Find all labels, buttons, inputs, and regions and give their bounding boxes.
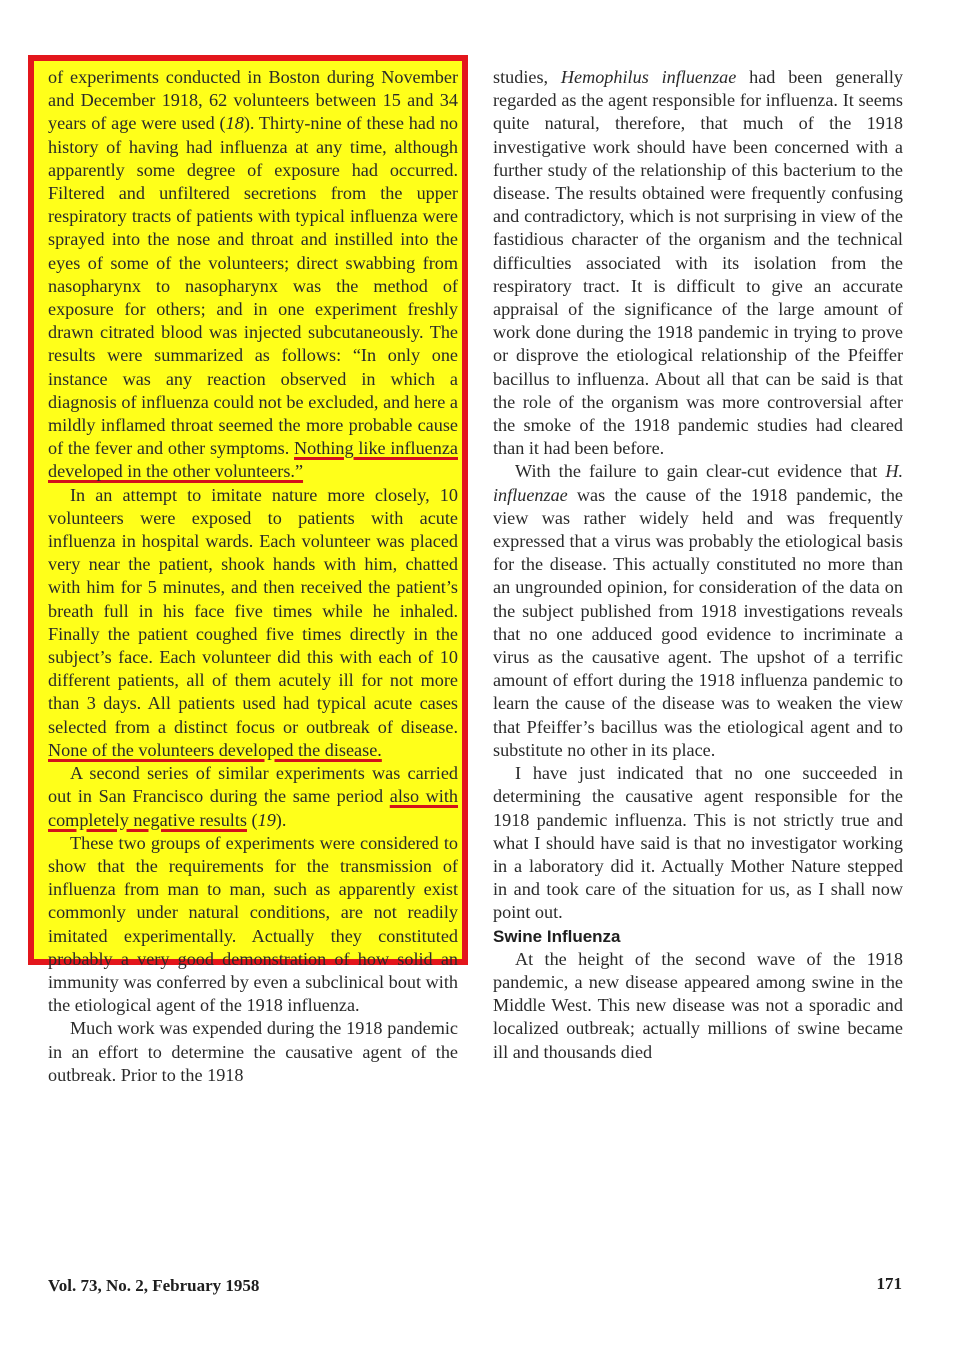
paragraph: At the height of the second wave of the 1918 pandemic, a new disease appeared among swine in the Middle West. This new disease was not a sporadic and localized outbreak; actually millions of swine became ill and thousands died: [493, 948, 903, 1062]
italic-term: Hemophilus influenzae: [560, 67, 737, 87]
page-number: 171: [876, 1274, 902, 1293]
underlined-text: also with completely negative results: [48, 786, 458, 830]
reference-number: 19: [257, 809, 276, 830]
underlined-text: None of the volunteers developed the disease.: [48, 739, 382, 760]
paragraph: I have just indicated that no one succeeded in determining the causative agent responsible for the 1918 pandemic influenza. This is not strictly true and what I should have said is that no investigator working in a laboratory did it. Actually Mother Nature stepped in and took care of the situation for us, as I shall now point out.: [493, 763, 903, 923]
journal-footer: Vol. 73, No. 2, February 1958: [48, 1276, 260, 1295]
underlined-text: Nothing like influenza developed in the other volunteers.”: [48, 438, 458, 482]
italic-term: H. influenzae: [493, 461, 903, 505]
paragraph: studies, Hemophilus influenzae had been generally regarded as the agent responsible for influenza. It seems quite natural, therefore, that much of the 1918 investigative work should have been concerned with a further study of the relationship of this bacterium to the disease. The results obtained were frequently confusing and contradictory, which is not surprising in view of the fastidious character of the organism and the technical difficulties associated with its isolation from the respiratory tract. It is difficult to give an accurate appraisal of the significance of the large amount of work done during the 1918 pandemic in trying to prove or disprove the etiological relationship of the Pfeiffer bacillus to influenza. About all that can be said is that the role of the organism was more controversial after the smoke of the 1918 pandemic studies had cleared than it had been before.: [493, 67, 903, 459]
paragraph: of experiments conducted in Boston during November and December 1918, 62 volunteers between 15 and 34 years of age were used (18). Thirty-nine of these had no history of having had influenza at any time, although apparently some degree of exposure had occurred. Filtered and unfiltered secretions from the upper respiratory tracts of patients with typical influenza were sprayed into the nose and throat and instilled into the eyes of some of the volunteers; direct swabbing from nasopharynx to nasopharynx was the method of exposure for others; and in one experiment freshly drawn citrated blood was injected subcutaneously. The results were summarized as follows: “In only one instance was any reaction observed in which a diagnosis of influenza could not be excluded, and here a mildly inflamed throat seemed the more probable cause of the fever and other symptoms. Nothing like influenza developed in the other volunteers.”: [48, 67, 459, 482]
paragraph: In an attempt to imitate nature more closely, 10 volunteers were exposed to patients with acute influenza in hospital wards. Each volunteer was placed very near the patient, shook hands with him, chatted with him for 5 minutes, and then received the patient’s breath full in his face five times while he inhaled. Finally the patient coughed five times directly in the subject’s face. Each volunteer did this with each of 10 different patients, all of them acutely ill for not more than 3 days. All patients used had typical acute cases selected from a distinct focus or outbreak of disease. None of the volunteers developed the disease.: [48, 484, 458, 760]
paragraph: Much work was expended during the 1918 pandemic in an effort to determine the causative agent of the outbreak. Prior to the 1918: [48, 1018, 458, 1085]
reference-number: 18: [225, 113, 244, 134]
right-column: [493, 66, 903, 1064]
paragraph: These two groups of experiments were considered to show that the requirements for the transmission of influenza from man to man, such as apparently exist commonly under natural conditions, are not readily imitated experimentally. Actually they constituted probably a very good demonstration of how solid an immunity was conferred by even a subclinical bout with the etiological agent of the 1918 influenza.: [48, 832, 458, 1016]
left-column: [48, 66, 458, 1087]
paragraph: With the failure to gain clear-cut evidence that H. influenzae was the cause of the 1918 pandemic, the view was rather widely held and was frequently expressed that a virus was probably the etiological basis for the disease. This actually constituted no more than an ungrounded opinion, for consideration of the data on the subject published from 1918 investigations reveals that no one adduced good evidence to incriminate a virus as the causative agent. The upshot of a terrific amount of effort during the 1918 influenza pandemic to learn the cause of the disease was to weaken the view that Pfeiffer’s bacillus was the etiological agent and to substitute no other in its place.: [493, 461, 903, 760]
paragraph: A second series of similar experiments was carried out in San Francisco during the same period also with completely negative results (19).: [48, 763, 458, 830]
section-heading: Swine Influenza: [493, 926, 621, 946]
